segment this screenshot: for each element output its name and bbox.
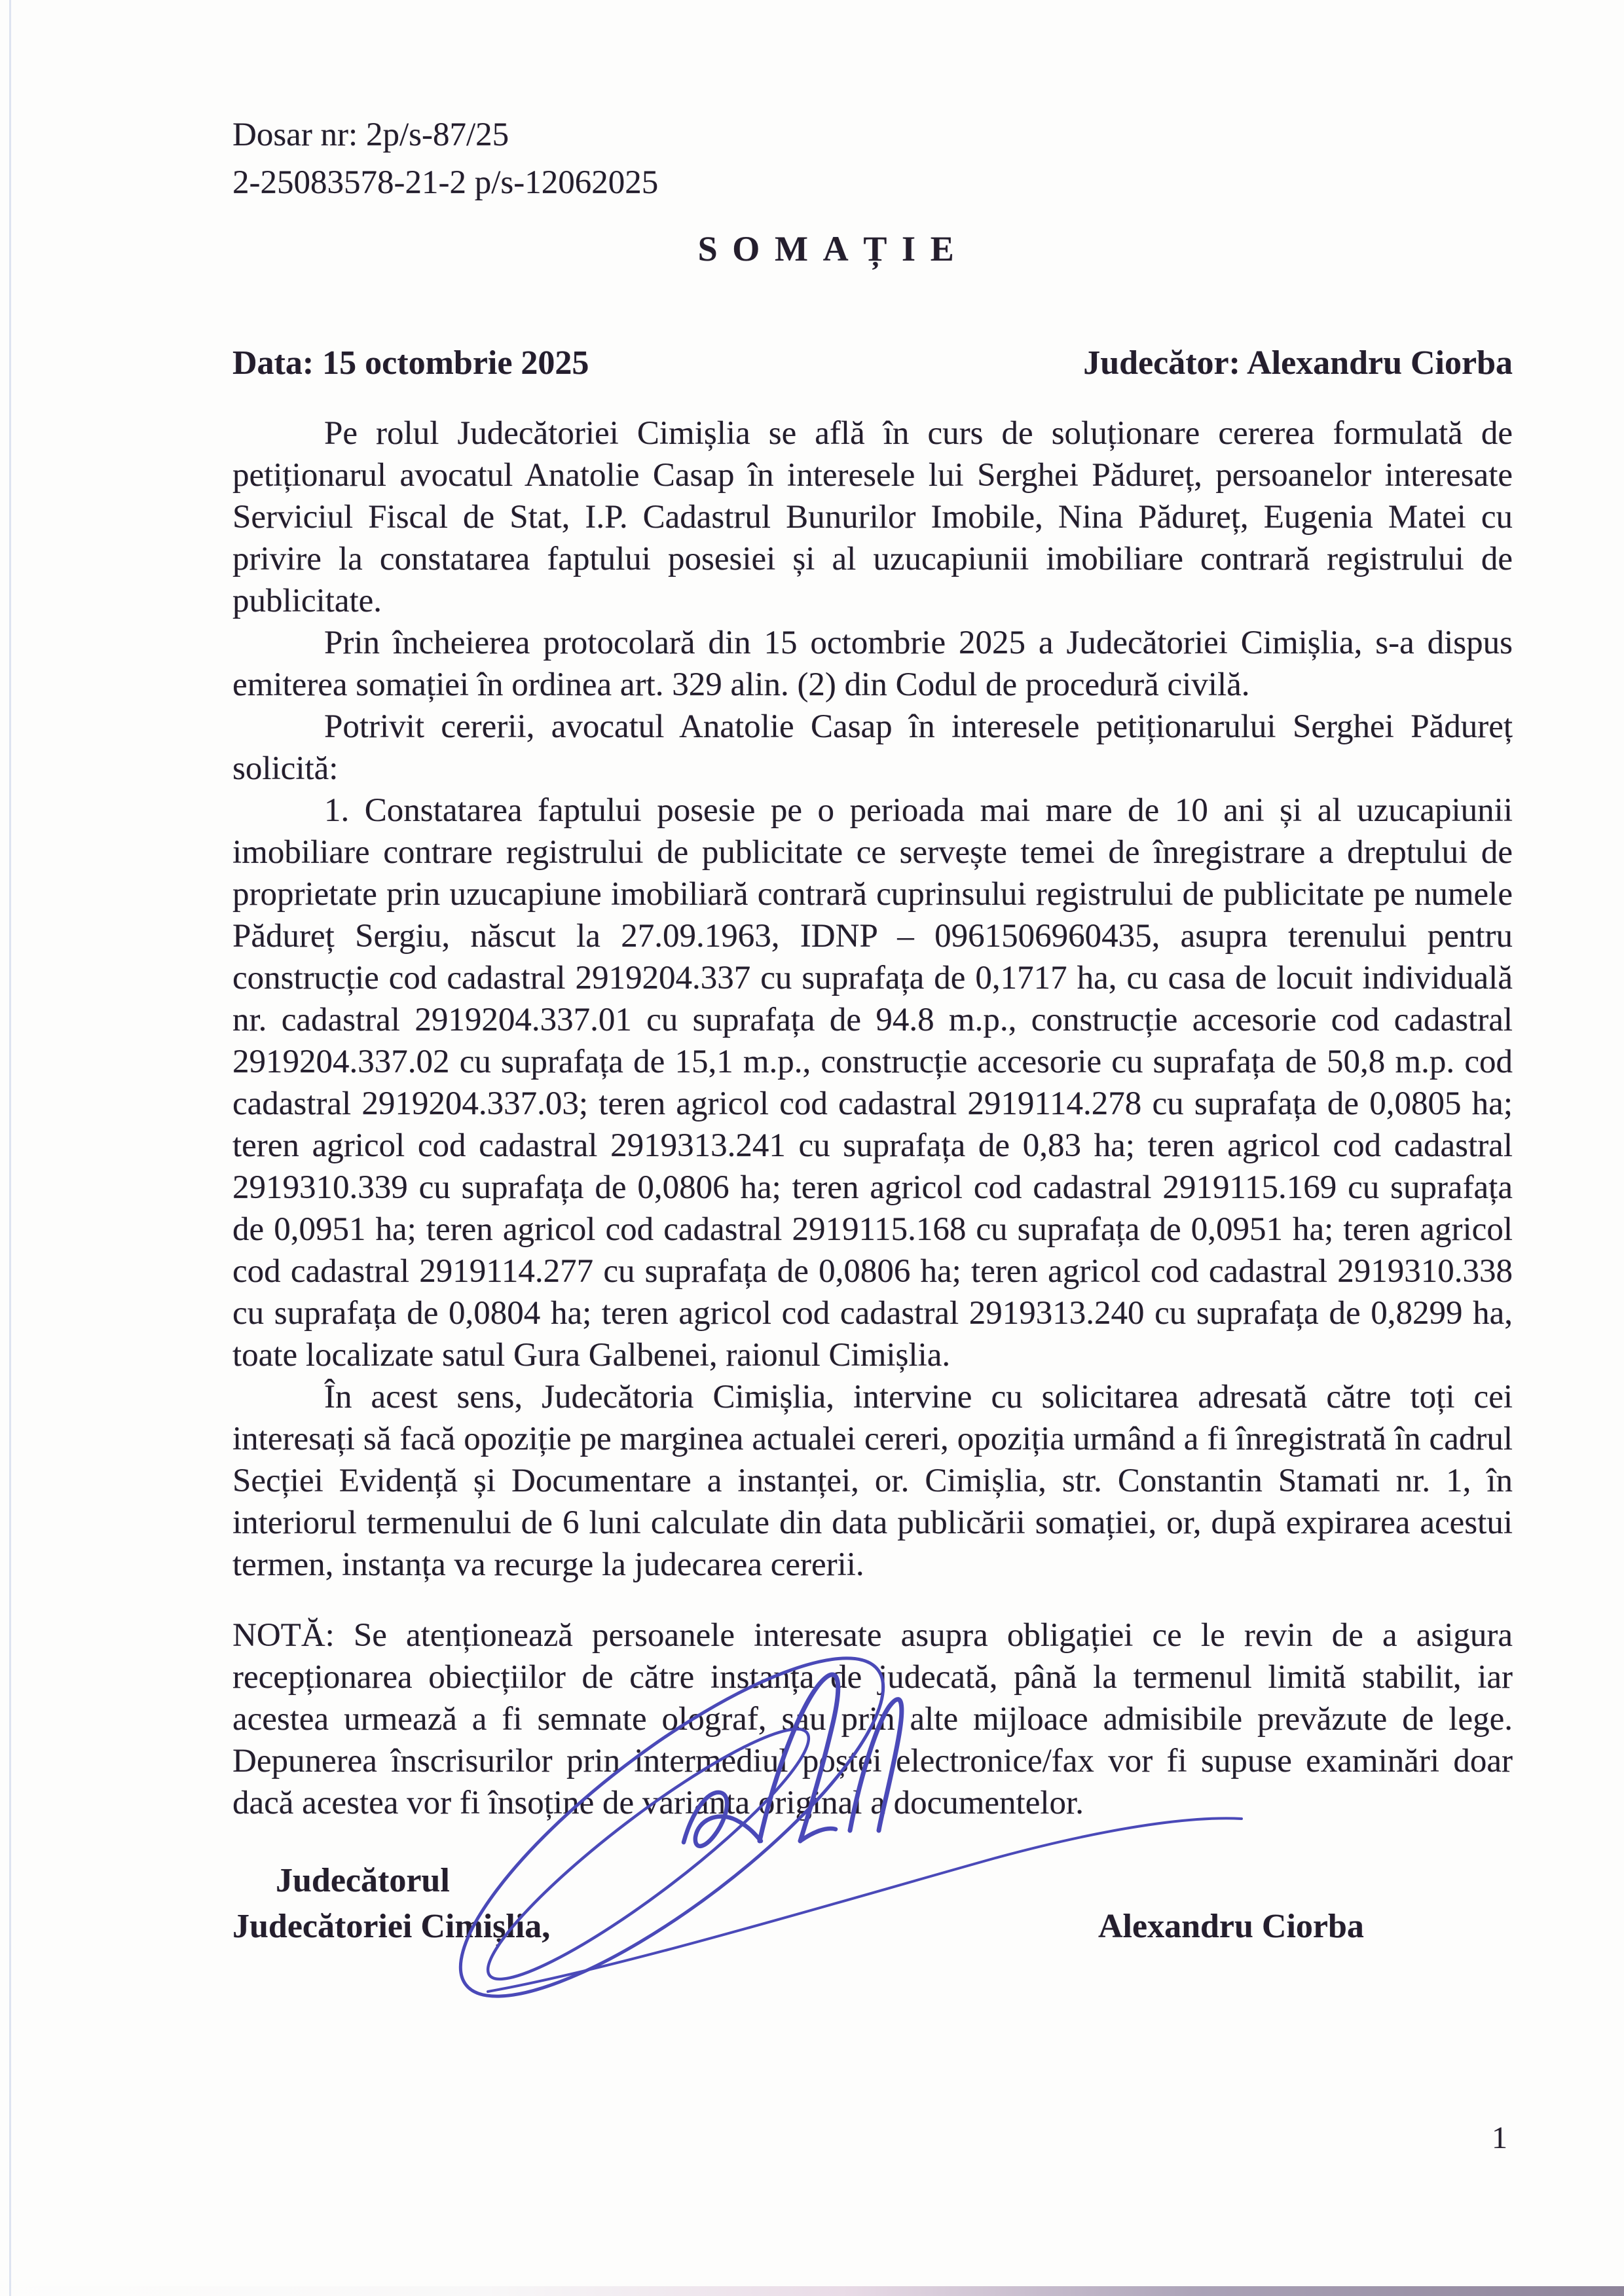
paragraph-ruling: Prin încheierea protocolară din 15 octombrie 2025 a Judecătoriei Cimișlia, s-a dispus emiterea somației în ordinea art. 329 alin. (2) din Codul de procedură civilă. [232,625,1513,703]
scan-left-edge-artifact [9,0,11,2296]
signer-title-line-1: Judecătorul [276,1862,450,1899]
scan-bottom-edge-artifact [0,2286,1624,2296]
judge-line: Judecător: Alexandru Ciorba [1083,344,1513,382]
paragraph-request: Potrivit cererii, avocatul Anatolie Casap în interesele petiționarului Serghei Pădureț solicită: [232,708,1513,787]
paragraph-intro: Pe rolul Judecătoriei Cimișlia se află în curs de soluționare cererea formulată de petiționarul avocatul Anatolie Casap în interesele lui Serghei Pădureț, persoanelor interesate Serviciul Fiscal de Stat, I.P. Cadastrul Bunurilor Imobile, Nina Pădureț, Eugenia Matei cu privire la constatarea faptului posesiei și al uzucapiunii imobiliare contrară registrului de publicitate. [232,415,1513,619]
document-body [232,412,1513,1824]
case-number-line-2: 2-25083578-21-2 p/s-12062025 [232,164,659,201]
case-number-line-1: Dosar nr: 2p/s-87/25 [232,117,509,153]
signature-block [232,1858,1513,1950]
note-paragraph: NOTĂ: Se atenționează persoanele interesate asupra obligației ce le revin de a asigura recepționarea obiecțiilor de către instanța de judecată, până la termenul limită stabilit, iar acestea urmează a fi semnate olograf, sau prin alte mijloace admisibile prevăzute de lege. Depunerea înscrisurilor prin intermediul poștei electronice/fax vor fi supuse examinări doar dacă acestea vor fi însoține de varianta original a documentelor. [232,1617,1513,1821]
signer-name: Alexandru Ciorba [1098,1908,1364,1945]
date-line: Data: 15 octombrie 2025 [232,344,589,382]
paragraph-claims: 1. Constatarea faptului posesie pe o perioada mai mare de 10 ani și al uzucapiunii imobiliare contrare registrului de publicitate ce servește temei de înregistrare a dreptului de proprietate prin uzucapiune imobiliară contrară cuprinsului registrului de publicitate pe numele Pădureț Sergiu, născut la 27.09.1963, IDNP – 0961506960435, asupra terenului pentru construcție cod cadastral 2919204.337 cu suprafața de 0,1717 ha, cu casa de locuit individuală nr. cadastral 2919204.337.01 cu suprafața de 94.8 m.p., construcție accesorie cod cadastral 2919204.337.02 cu suprafața de 15,1 m.p., construcție accesorie cu suprafața de 50,8 m.p. cod cadastral 2919204.337.03; teren agricol cod cadastral 2919114.278 cu suprafața de 0,0805 ha; teren agricol cod cadastral 2919313.241 cu suprafața de 0,83 ha; teren agricol cod cadastral 2919310.339 cu suprafața de 0,0806 ha; teren agricol cod cadastral 2919115.169 cu suprafața de 0,0951 ha; teren agricol cod cadastral 2919115.168 cu suprafața de 0,0951 ha; teren agricol cod cadastral 2919114.277 cu suprafața de 0,0806 ha; teren agricol cod cadastral 2919310.338 cu suprafața de 0,0804 ha; teren agricol cod cadastral 2919313.240 cu suprafața de 0,8299 ha, toate localizate satul Gura Galbenei, raionul Cimișlia. [232,792,1513,1374]
paragraph-opposition: În acest sens, Judecătoria Cimișlia, intervine cu solicitarea adresată către toți cei interesați să facă opoziție pe marginea actualei cereri, opoziția urmând a fi înregistrată în cadrul Secției Evidență și Documentare a instanței, or. Cimișlia, str. Constantin Stamati nr. 1, în interiorul termenului de 6 luni calculate din data publicării somației, or, după expirarea acestui termen, instanța va recurge la judecarea cererii. [232,1379,1513,1583]
signer-title-line-2: Judecătoriei Cimișlia, [232,1908,551,1945]
byline-row [232,343,1513,384]
page-number: 1 [1492,2121,1507,2155]
case-number-block [232,111,1513,207]
document-title: SOMAȚIE [697,229,969,268]
